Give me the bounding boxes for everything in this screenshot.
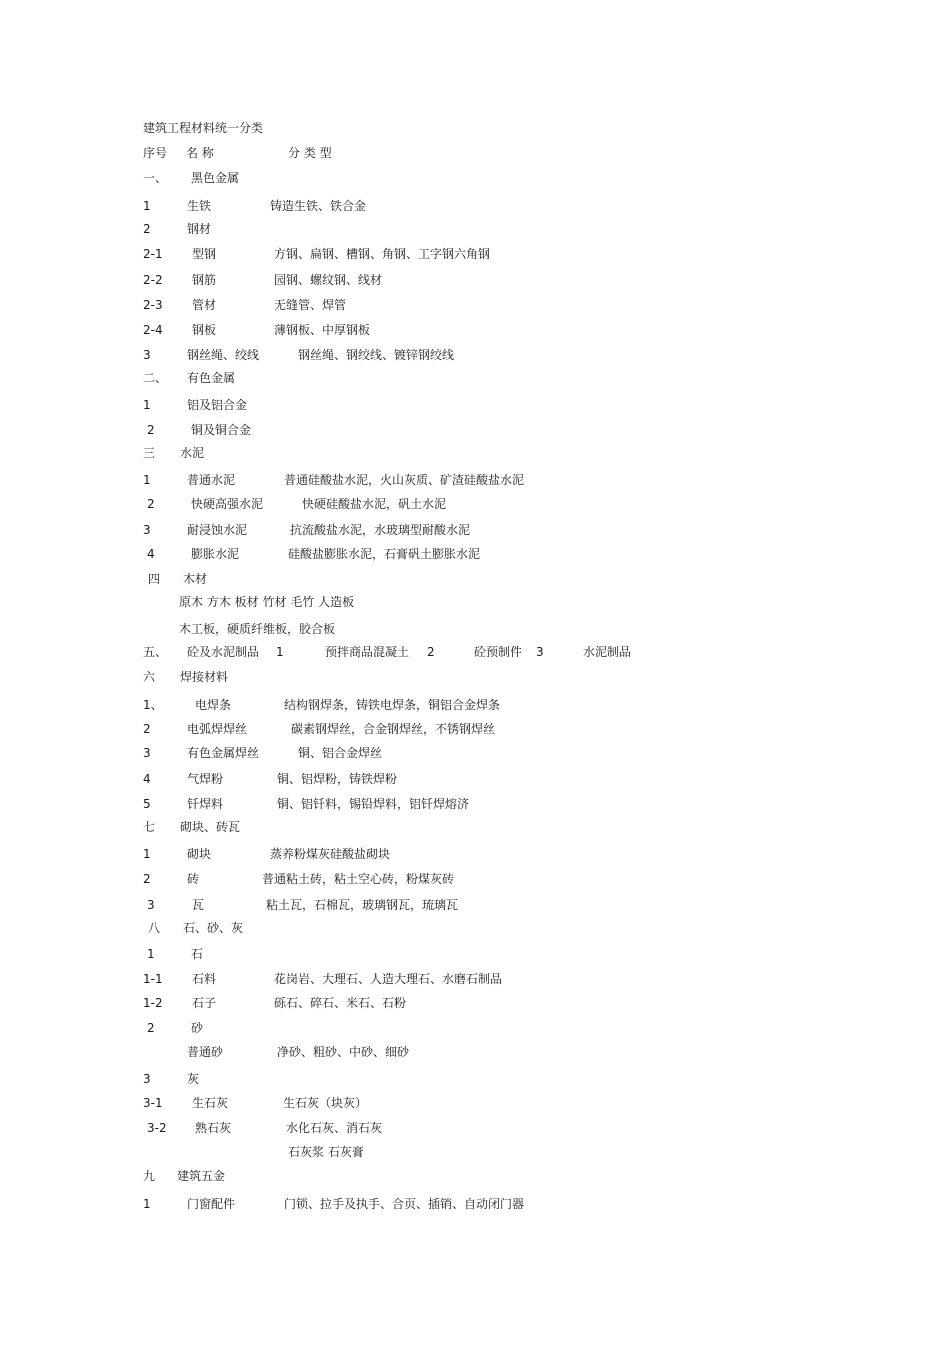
- row-name: 钎焊料: [187, 797, 224, 811]
- row-type: 普通粘土砖，粘土空心砖，粉煤灰砖: [262, 872, 455, 886]
- row-name: 黑色金属: [191, 171, 240, 185]
- row-seq: 2-4: [143, 323, 163, 337]
- row-name: 膨胀水泥: [191, 547, 240, 561]
- row-type: 石灰浆 石灰膏: [288, 1145, 364, 1159]
- row-name: 建筑五金: [177, 1169, 226, 1183]
- row-type: 铜、铝焊粉，铸铁焊粉: [277, 772, 398, 786]
- row-type: 无缝管、焊管: [274, 298, 347, 312]
- row-name: 钢板: [192, 323, 217, 337]
- row-seq: 1: [147, 947, 155, 961]
- row-name: 普通水泥: [187, 473, 236, 487]
- row-seq: 1: [143, 398, 151, 412]
- row-name: 石: [191, 947, 204, 961]
- row-type: 普通硅酸盐水泥，火山灰质、矿渣硅酸盐水泥: [284, 473, 525, 487]
- row-name: 石、砂、灰: [183, 921, 244, 935]
- row-seq: 1-1: [143, 972, 163, 986]
- row-seq: 八: [148, 921, 161, 935]
- row-seq: 2: [147, 497, 155, 511]
- row-type: 铸造生铁、铁合金: [270, 199, 367, 213]
- row-type: 铜、铝合金焊丝: [298, 746, 383, 760]
- row-name: 电焊条: [195, 698, 232, 712]
- row-seq: 三: [143, 446, 156, 460]
- row-type: 铜、铝钎料，锡铅焊料，铝钎焊熔济: [277, 797, 470, 811]
- row-seq: 3-1: [143, 1096, 163, 1110]
- row-name: 快硬高强水泥: [191, 497, 264, 511]
- row-type: 粘土瓦，石棉瓦，玻璃钢瓦，琉璃瓦: [266, 898, 459, 912]
- row-name: 门窗配件: [187, 1197, 236, 1211]
- row-name: 石子: [192, 996, 217, 1010]
- row-name: 电弧焊焊丝: [187, 722, 248, 736]
- row-type: 净砂、粗砂、中砂、细砂: [277, 1045, 410, 1059]
- row-seq: 九: [143, 1169, 156, 1183]
- row-name: 砂: [191, 1021, 204, 1035]
- row-type: 水化石灰、消石灰: [286, 1121, 383, 1135]
- row-type: 薄钢板、中厚钢板: [274, 323, 371, 337]
- row-seq: 3: [143, 746, 151, 760]
- row-seq: 1: [143, 847, 151, 861]
- row-name: 木工板，硬质纤维板，胶合板: [179, 622, 336, 636]
- row-name: 有色金属焊丝: [187, 746, 260, 760]
- inline-seq: 1: [276, 645, 284, 659]
- row-name: 铝及铝合金: [187, 398, 248, 412]
- row-seq: 五、: [143, 645, 168, 659]
- row-seq: 2-2: [143, 273, 163, 287]
- row-seq: 3: [147, 898, 155, 912]
- row-seq: 七: [143, 820, 156, 834]
- row-name: 砌块: [187, 847, 212, 861]
- header-type: 分 类 型: [288, 146, 332, 160]
- row-type: 花岗岩、大理石、人造大理石、水磨石制品: [274, 972, 503, 986]
- row-seq: 2: [143, 222, 151, 236]
- row-type: 快硬硅酸盐水泥，矾土水泥: [302, 497, 447, 511]
- row-seq: 2-3: [143, 298, 163, 312]
- row-type: 抗流酸盐水泥，水玻璃型耐酸水泥: [290, 523, 471, 537]
- row-type: 方钢、扁钢、槽钢、角钢、工字钢六角钢: [274, 247, 491, 261]
- row-name: 有色金属: [187, 371, 236, 385]
- row-seq: 5: [143, 797, 151, 811]
- row-seq: 3: [143, 1072, 151, 1086]
- row-name: 钢材: [187, 222, 212, 236]
- row-type: 硅酸盐膨胀水泥，石膏矾土膨胀水泥: [288, 547, 481, 561]
- header-seq: 序号: [143, 146, 168, 160]
- row-seq: 一、: [143, 171, 168, 185]
- row-name: 焊接材料: [180, 670, 229, 684]
- row-seq: 1: [143, 473, 151, 487]
- row-type: 园钢、螺纹钢、线材: [274, 273, 383, 287]
- row-name: 砌块、砖瓦: [180, 820, 241, 834]
- document-title: 建筑工程材料统一分类: [143, 121, 264, 135]
- row-name: 木材: [183, 572, 208, 586]
- row-name: 钢丝绳、绞线: [187, 348, 260, 362]
- row-seq: 四: [148, 572, 161, 586]
- inline-item: 砼预制件: [474, 645, 523, 659]
- row-name: 气焊粉: [187, 772, 224, 786]
- row-seq: 2: [147, 423, 155, 437]
- row-seq: 3: [143, 348, 151, 362]
- row-name: 熟石灰: [195, 1121, 232, 1135]
- row-name: 灰: [187, 1072, 200, 1086]
- row-seq: 3: [143, 523, 151, 537]
- row-seq: 1-2: [143, 996, 163, 1010]
- inline-seq: 2: [427, 645, 435, 659]
- row-name: 瓦: [192, 898, 205, 912]
- header-name: 名 称: [186, 146, 214, 160]
- row-seq: 4: [147, 547, 155, 561]
- row-seq: 4: [143, 772, 151, 786]
- row-seq: 2-1: [143, 247, 163, 261]
- inline-item: 水泥制品: [583, 645, 632, 659]
- row-seq: 2: [143, 872, 151, 886]
- row-type: 生石灰（块灰）: [283, 1096, 368, 1110]
- row-type: 蒸养粉煤灰硅酸盐砌块: [270, 847, 391, 861]
- row-name: 型钢: [192, 247, 217, 261]
- row-seq: 2: [143, 722, 151, 736]
- row-type: 砾石、碎石、米石、石粉: [274, 996, 407, 1010]
- row-seq: 1: [143, 199, 151, 213]
- row-name: 生铁: [187, 199, 212, 213]
- row-name: 砖: [187, 872, 200, 886]
- row-type: 碳素钢焊丝，合金钢焊丝，不锈钢焊丝: [291, 722, 496, 736]
- row-name: 水泥: [180, 446, 205, 460]
- inline-seq: 3: [536, 645, 544, 659]
- row-name: 钢筋: [192, 273, 217, 287]
- row-seq: 六: [143, 670, 156, 684]
- row-type: 钢丝绳、钢绞线、镀锌钢绞线: [298, 348, 455, 362]
- row-name: 生石灰: [192, 1096, 229, 1110]
- row-type: 门锁、拉手及执手、合页、插销、自动闭门器: [284, 1197, 525, 1211]
- row-seq: 2: [147, 1021, 155, 1035]
- row-type: 结构钢焊条，铸铁电焊条，铜铝合金焊条: [284, 698, 501, 712]
- row-name: 耐浸蚀水泥: [187, 523, 248, 537]
- row-seq: 二、: [143, 371, 168, 385]
- row-name: 管材: [192, 298, 217, 312]
- row-name: 普通砂: [187, 1045, 224, 1059]
- inline-item: 预拌商品混凝土: [325, 645, 410, 659]
- row-name: 铜及铜合金: [191, 423, 252, 437]
- row-name: 砼及水泥制品: [187, 645, 260, 659]
- row-seq: 1、: [143, 698, 163, 712]
- row-seq: 3-2: [147, 1121, 167, 1135]
- row-seq: 1: [143, 1197, 151, 1211]
- row-name: 石料: [192, 972, 217, 986]
- row-name: 原木 方木 板材 竹材 毛竹 人造板: [179, 595, 355, 609]
